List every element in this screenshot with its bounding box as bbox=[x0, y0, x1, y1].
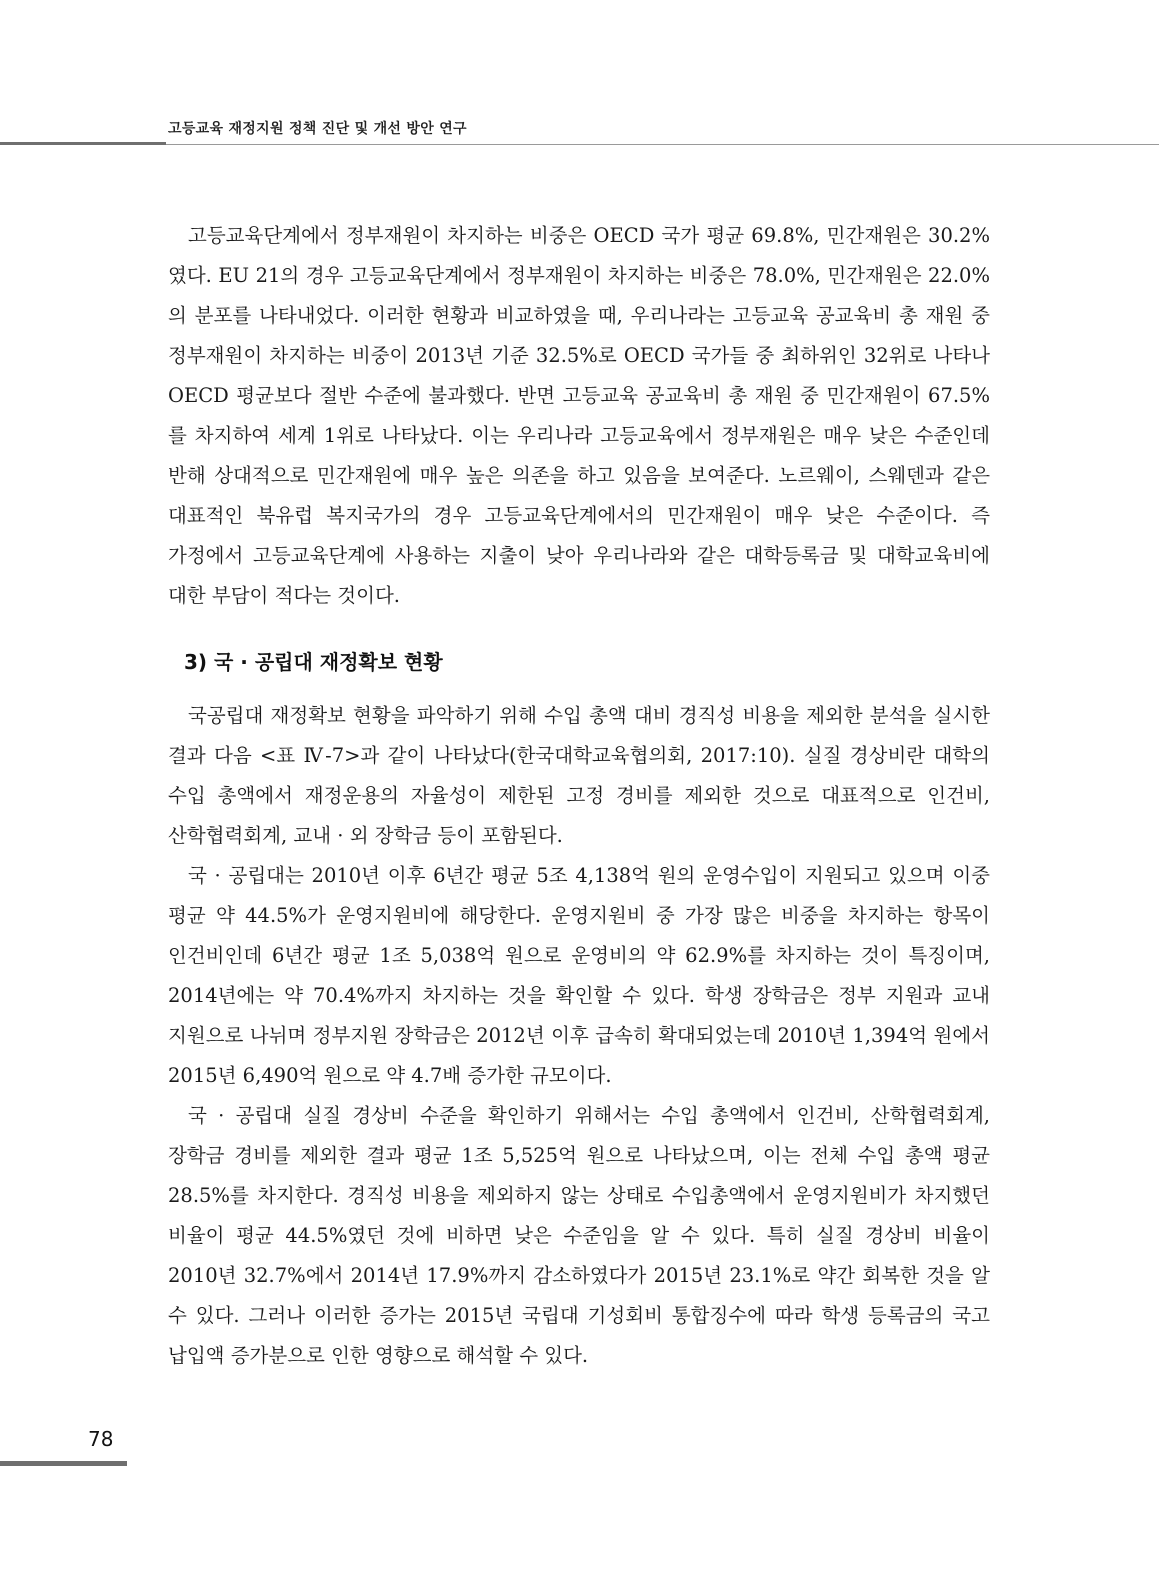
page-number: 78 bbox=[88, 1427, 114, 1451]
section-heading: 3) 국 · 공립대 재정확보 현황 bbox=[184, 650, 443, 674]
body-paragraph-3: 국 · 공립대는 2010년 이후 6년간 평균 5조 4,138억 원의 운영수입이 지원되고 있으며 이중 평균 약 44.5%가 운영지원비에 해당한다. 운영지원비 중 가장 많은 비중을 차지하는 항목이 인건비인데 6년간 평균 1조 5,038억 원으로 운영비의 약 62.9%를 차지하는 것이 특징이며, 2014년에는 약 70.4%까지 차지하는 것을 확인할 수 있다. 학생 장학금은 정부 지원과 교내 지원으로 나뉘며 정부지원 장학금은 2012년 이후 급속히 확대되었는데 2010년 1,394억 원에서 2015년 6,490억 원으로 약 4.7배 증가한 규모이다. bbox=[168, 864, 990, 1087]
footer-rule bbox=[0, 1461, 127, 1466]
header-rule bbox=[166, 144, 1159, 145]
body-paragraph-1: 고등교육단계에서 정부재원이 차지하는 비중은 OECD 국가 평균 69.8%, 민간재원은 30.2%였다. EU 21의 경우 고등교육단계에서 정부재원이 차지하는 비중은 78.0%, 민간재원은 22.0%의 분포를 나타내었다. 이러한 현황과 비교하였을 때, 우리나라는 고등교육 공교육비 총 재원 중 정부재원이 차지하는 비중이 2013년 기준 32.5%로 OECD 국가들 중 최하위인 32위로 나타나 OECD 평균보다 절반 수준에 불과했다. 반면 고등교육 공교육비 총 재원 중 민간재원이 67.5%를 차지하여 세계 1위로 나타났다. 이는 우리나라 고등교육에서 정부재원은 매우 낮은 수준인데 반해 상대적으로 민간재원에 매우 높은 의존을 하고 있음을 보여준다. 노르웨이, 스웨덴과 같은 대표적인 북유럽 복지국가의 경우 고등교육단계에서의 민간재원이 매우 낮은 수준이다. 즉 가정에서 고등교육단계에 사용하는 지출이 낮아 우리나라와 같은 대학등록금 및 대학교육비에 대한 부담이 적다는 것이다. bbox=[168, 224, 990, 607]
header-rule-accent bbox=[0, 142, 166, 145]
body-paragraph-4: 국 · 공립대 실질 경상비 수준을 확인하기 위해서는 수입 총액에서 인건비, 산학협력회계, 장학금 경비를 제외한 결과 평균 1조 5,525억 원으로 나타났으며, 이는 전체 수입 총액 평균 28.5%를 차지한다. 경직성 비용을 제외하지 않는 상태로 수입총액에서 운영지원비가 차지했던 비율이 평균 44.5%였던 것에 비하면 낮은 수준임을 알 수 있다. 특히 실질 경상비 비율이 2010년 32.7%에서 2014년 17.9%까지 감소하였다가 2015년 23.1%로 약간 회복한 것을 알 수 있다. 그러나 이러한 증가는 2015년 국립대 기성회비 통합징수에 따라 학생 등록금의 국고 납입액 증가분으로 인한 영향으로 해석할 수 있다. bbox=[168, 1104, 990, 1367]
running-header-title: 고등교육 재정지원 정책 진단 및 개선 방안 연구 bbox=[168, 121, 467, 137]
body-paragraph-2: 국공립대 재정확보 현황을 파악하기 위해 수입 총액 대비 경직성 비용을 제외한 분석을 실시한 결과 다음 <표 Ⅳ-7>과 같이 나타났다(한국대학교육협의회, 2017:10). 실질 경상비란 대학의 수입 총액에서 재정운용의 자율성이 제한된 고정 경비를 제외한 것으로 대표적으로 인건비, 산학협력회계, 교내 · 외 장학금 등이 포함된다. bbox=[168, 704, 990, 847]
